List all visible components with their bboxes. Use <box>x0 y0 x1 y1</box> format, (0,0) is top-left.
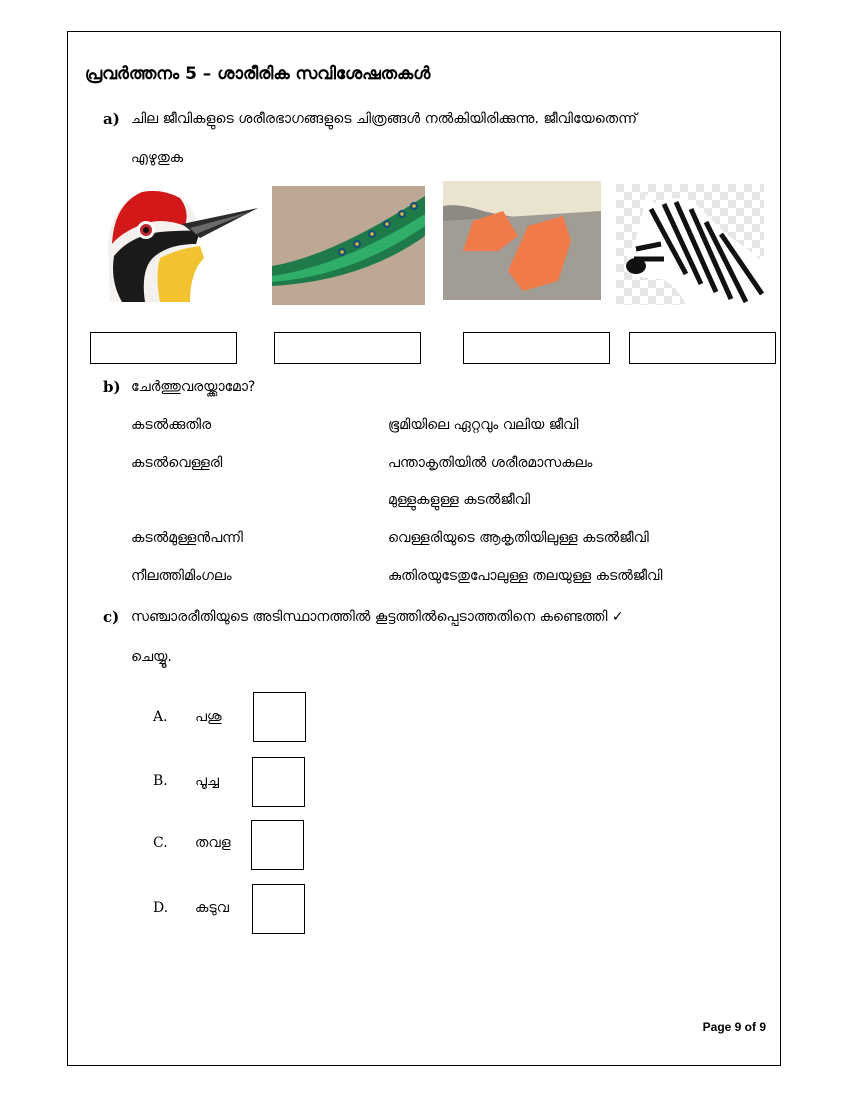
part-c-instruction-line1: സഞ്ചാരരീതിയുടെ അടിസ്ഥാനത്തിൽ കൂട്ടത്തിൽപ്പെടാത്തതിനെ കണ്ടെത്തി ✓ <box>131 609 624 625</box>
match-left-item: കടൽവെള്ളരി <box>131 455 223 471</box>
match-right-item: ഭൂമിയിലെ ഏറ്റവും വലിയ ജീവി <box>388 417 579 433</box>
option-b-checkbox[interactable] <box>252 757 305 807</box>
part-c-label: c) <box>103 608 120 626</box>
option-letter: A. <box>153 709 168 725</box>
answer-box-4[interactable] <box>629 332 776 364</box>
option-text: തവള <box>195 835 231 851</box>
part-a-instruction-line1: ചില ജീവികളുടെ ശരീരഭാഗങ്ങളുടെ ചിത്രങ്ങൾ നൽകിയിരിക്കുന്നു. ജീവിയേതെന്ന് <box>131 111 638 127</box>
option-letter: D. <box>153 900 169 916</box>
activity-title: പ്രവർത്തനം 5 – ശാരീരിക സവിശേഷതകൾ <box>85 64 431 84</box>
match-right-item: മുള്ളുകളുള്ള കടൽജീവി <box>388 492 530 508</box>
page-number: Page 9 of 9 <box>702 1020 766 1034</box>
option-letter: B. <box>153 773 168 789</box>
zebra-head-image <box>616 184 764 305</box>
part-a-label: a) <box>103 110 120 128</box>
part-c-instruction-line2: ചെയ്യൂ. <box>131 649 172 665</box>
match-right-item: പന്താകൃതിയിൽ ശരീരമാസകലം <box>388 455 593 471</box>
duck-feet-image <box>443 181 601 300</box>
option-a-checkbox[interactable] <box>253 692 306 742</box>
option-text: പൂച്ച <box>195 773 219 789</box>
match-right-item: വെള്ളരിയുടെ ആകൃതിയിലുള്ള കടൽജീവി <box>388 530 649 546</box>
answer-box-3[interactable] <box>463 332 610 364</box>
part-a-instruction-line2: എഴുതുക <box>131 150 184 166</box>
option-text: കടുവ <box>195 900 229 916</box>
match-right-item: കുതിരയുടേതുപോലുള്ള തലയുള്ള കടൽജീവി <box>388 568 663 584</box>
peacock-feathers-image <box>272 186 425 305</box>
option-text: പശു <box>195 709 222 725</box>
answer-box-2[interactable] <box>274 332 421 364</box>
match-left-item: നീലത്തിമിംഗലം <box>131 568 232 584</box>
answer-box-1[interactable] <box>90 332 237 364</box>
option-c-checkbox[interactable] <box>251 820 304 870</box>
option-letter: C. <box>153 835 168 851</box>
option-d-checkbox[interactable] <box>252 884 305 934</box>
woodpecker-head-image <box>100 186 260 302</box>
part-b-label: b) <box>103 378 121 396</box>
match-left-item: കടൽമുള്ളൻപന്നി <box>131 530 243 546</box>
match-left-item: കടൽക്കുതിര <box>131 417 212 433</box>
part-b-prompt: ചേർത്തുവരയ്ക്കാമോ? <box>131 379 256 395</box>
